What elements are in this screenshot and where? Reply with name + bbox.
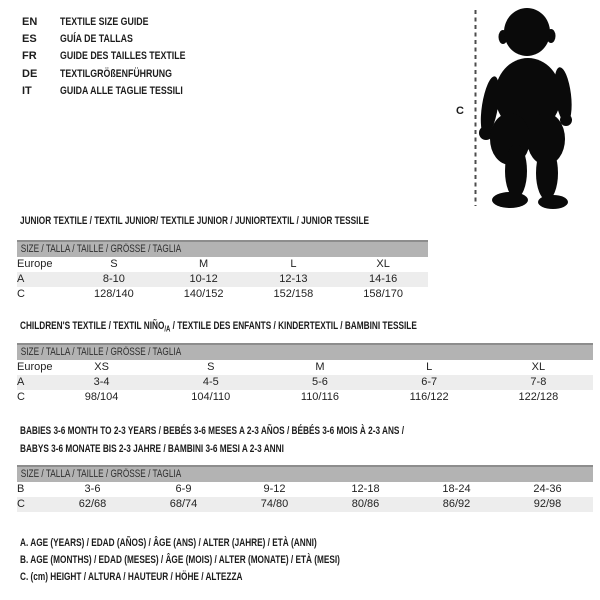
size-value: S [207, 361, 215, 373]
size-value: 5-6 [312, 376, 328, 388]
size-value: 68/74 [169, 498, 198, 510]
size-value: 116/122 [409, 391, 449, 403]
children-section-title: CHILDREN'S TEXTILE / TEXTIL $NIÑO_{/A}$ / TEXTILE DES ENFANTS / KINDERTEXTIL / BAMBINI TESSILE [20, 320, 417, 334]
footnote-b: B. AGE (MONTHS) / EDAD (MESES) / ÂGE (MOIS) / ALTER (MONATE) / ETÀ (MESI) [20, 554, 340, 567]
language-code: EN [22, 15, 38, 28]
size-value: 24-36 [533, 483, 562, 495]
language-row [22, 30, 217, 47]
size-value: M [199, 258, 209, 270]
size-value: 128/140 [93, 288, 134, 300]
size-value: XL [376, 258, 390, 270]
junior-size-table [17, 240, 428, 302]
junior-section-title: JUNIOR TEXTILE / TEXTIL JUNIOR/ TEXTILE JUNIOR / JUNIORTEXTIL / JUNIOR TESSILE [20, 215, 369, 227]
row-label: A [17, 376, 25, 388]
size-value: 104/110 [191, 391, 231, 403]
language-code: DE [22, 67, 38, 80]
table-row [17, 360, 593, 375]
baby-silhouette [477, 8, 574, 209]
language-label: TEXTILGRÖßENFÜHRUNG [60, 67, 172, 80]
size-value: 86/92 [442, 498, 471, 510]
babies-size-table [17, 465, 593, 512]
language-code: ES [22, 32, 37, 45]
row-label: C [17, 391, 25, 403]
table-header-band [17, 466, 593, 482]
size-value: 98/104 [84, 391, 119, 403]
size-value: XS [94, 361, 109, 373]
size-value: 14-16 [369, 273, 398, 285]
size-value: 158/170 [363, 288, 403, 300]
language-row [22, 65, 217, 82]
table-row [17, 257, 428, 272]
size-value: 3-4 [93, 376, 110, 388]
row-label: C [17, 498, 25, 510]
size-value: 80/86 [351, 498, 380, 510]
size-value: 122/128 [518, 391, 559, 403]
size-value: 18-24 [442, 483, 471, 495]
table-header-band [17, 344, 593, 360]
babies-section-title: BABIES 3-6 MONTH TO 2-3 YEARS / BEBÉS 3-6 MESES A 2-3 AÑOS / BÉBÉS 3-6 MOIS À 2-3 ANS / BABYS 3-6 MONATE BIS 2-3 JAHRE / BAMBINI 3-6 MESI A 2-3 ANNI [20, 425, 405, 455]
size-band-label: SIZE / TALLA / TAILLE / GRÖSSE / TAGLIA [20, 243, 182, 255]
size-value: 7-8 [530, 376, 547, 388]
table-row [17, 272, 428, 287]
language-row [22, 82, 217, 99]
language-label: TEXTILE SIZE GUIDE [60, 15, 149, 28]
row-label: Europe [17, 258, 53, 270]
size-value: 3-6 [84, 483, 101, 495]
size-value: 62/68 [78, 498, 107, 510]
size-value: 10-12 [189, 273, 218, 285]
footnote-a: A. AGE (YEARS) / EDAD (AÑOS) / ÂGE (ANS) / ALTER (JAHRE) / ETÀ (ANNI) [20, 537, 317, 549]
size-value: 110/116 [300, 391, 340, 403]
size-value: 8-10 [102, 273, 125, 285]
table-row [17, 390, 593, 405]
size-value: XL [531, 361, 546, 373]
size-value: M [315, 361, 325, 373]
language-label: GUIDA ALLE TAGLIE TESSILI [60, 84, 183, 97]
size-value: 92/98 [533, 498, 562, 510]
table-row [17, 497, 593, 512]
language-row [22, 13, 217, 30]
size-value: 9-12 [263, 483, 286, 495]
table-row [17, 482, 593, 497]
size-value: L [426, 361, 433, 373]
size-value: 4-5 [202, 376, 219, 388]
table-row [17, 375, 593, 390]
size-value: 74/80 [260, 498, 289, 510]
row-label: Europe [17, 361, 53, 373]
language-header [22, 13, 217, 99]
row-label: A [17, 273, 25, 285]
size-value: 6-9 [175, 483, 192, 495]
language-label: GUÍA DE TALLAS [60, 32, 133, 45]
size-band-label: SIZE / TALLA / TAILLE / GRÖSSE / TAGLIA [20, 468, 182, 480]
children-size-table [17, 343, 593, 405]
language-code: FR [22, 50, 37, 63]
size-value: 140/152 [183, 288, 224, 300]
height-measure-label: C [456, 105, 464, 117]
table-header-band [17, 241, 428, 257]
size-value: 152/158 [273, 288, 314, 300]
toddler-silhouette-figure [470, 3, 600, 210]
size-value: L [290, 258, 297, 270]
language-code: IT [22, 84, 32, 97]
size-value: 12-13 [279, 273, 308, 285]
size-value: 12-18 [351, 483, 380, 495]
row-label: C [17, 288, 25, 300]
footnote-c: C. (cm) HEIGHT / ALTURA / HAUTEUR / HÖHE / ALTEZZA [20, 571, 243, 584]
footnotes [20, 535, 447, 587]
row-label: B [17, 483, 25, 495]
size-value: S [110, 258, 118, 270]
size-band-label: SIZE / TALLA / TAILLE / GRÖSSE / TAGLIA [20, 346, 182, 358]
size-value: 6-7 [421, 376, 438, 388]
language-label: GUIDE DES TAILLES TEXTILE [60, 50, 186, 63]
table-row [17, 287, 428, 302]
nino-a-subscript: /A [164, 324, 171, 334]
language-row [22, 48, 217, 65]
